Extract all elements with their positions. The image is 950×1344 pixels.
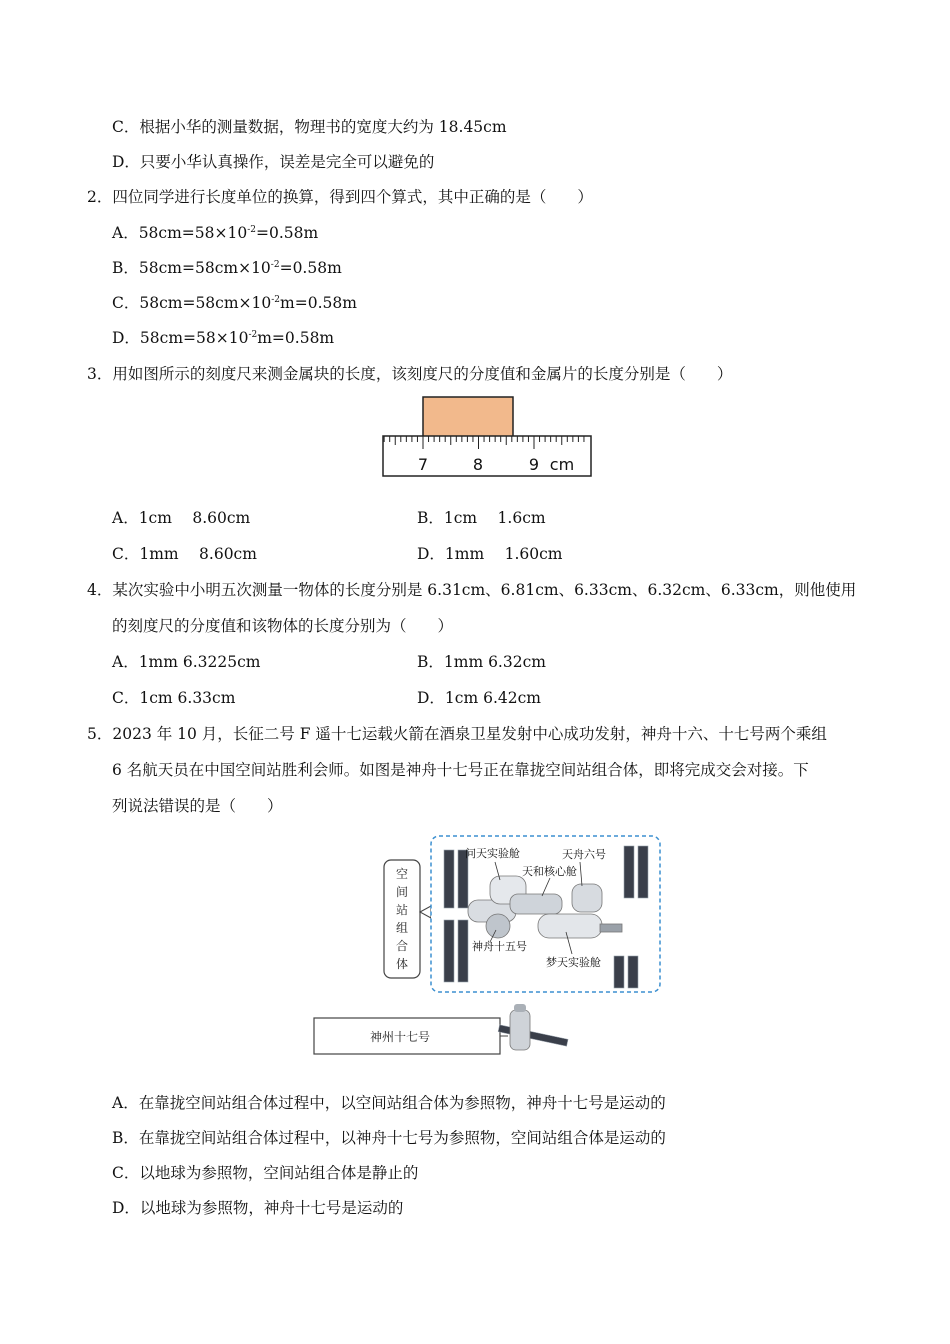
q2-option-b: B．$58cm=58cm\times 10^{-2}=0.58m$ xyxy=(112,259,342,277)
side-label-char: 合 xyxy=(395,939,409,953)
ruler-figure xyxy=(380,395,596,481)
q5-stem-line3: 列说法错误的是（ ） xyxy=(112,797,283,815)
q5-stem-line1: 5．2023 年 10 月，长征二号 F 遥十七运载火箭在酒泉卫星发射中心成功发射，神舟十六、十七号两个乘组 xyxy=(87,725,827,743)
side-label-char: 间 xyxy=(395,885,409,899)
q2-option-d: D．$58cm=58\times 10^{-2}m=0.58m$ xyxy=(112,329,335,347)
q5-option-d: D．以地球为参照物，神舟十七号是运动的 xyxy=(112,1199,404,1217)
space-station-figure xyxy=(310,832,670,1062)
q1-option-d: D．只要小华认真操作，误差是完全可以避免的 xyxy=(112,153,435,171)
q4-stem-line1: 4．某次实验中小明五次测量一物体的长度分别是 6.31cm、6.81cm、6.33cm、6.32cm、6.33cm，则他使用 xyxy=(87,581,857,599)
q1-option-c: C．根据小华的测量数据，物理书的宽度大约为 18.45cm xyxy=(112,118,507,136)
ruler-label-9: 9 xyxy=(528,455,540,474)
q3-option-c: C．1mm 8.60cm xyxy=(112,545,257,563)
q3-option-d: D．1mm 1.60cm xyxy=(417,545,563,563)
label-mengtian: 梦天实验舱 xyxy=(546,956,601,969)
side-label-char: 组 xyxy=(395,921,409,935)
ruler-label-7: 7 xyxy=(417,455,429,474)
label-wentian: 问天实验舱 xyxy=(465,847,520,860)
metal-block xyxy=(423,397,513,439)
q5-option-c: C．以地球为参照物，空间站组合体是静止的 xyxy=(112,1164,419,1182)
q4-option-c: C．1cm 6.33cm xyxy=(112,689,236,707)
q2-stem: 2．四位同学进行长度单位的换算，得到四个算式，其中正确的是（ ） xyxy=(87,188,593,206)
label-shenzhou17: 神州十七号 xyxy=(370,1030,431,1044)
q5-option-b: B．在靠拢空间站组合体过程中，以神舟十七号为参照物，空间站组合体是运动的 xyxy=(112,1129,666,1147)
q3-option-a: A．1cm 8.60cm xyxy=(112,509,251,527)
ruler-unit: cm xyxy=(549,455,575,474)
q5-option-a: A．在靠拢空间站组合体过程中，以空间站组合体为参照物，神舟十七号是运动的 xyxy=(112,1094,666,1112)
q2-option-c: C．$58cm=58cm\times 10^{-2}m=0.58m$ xyxy=(112,294,357,312)
side-label-char: 体 xyxy=(395,957,409,971)
q2-option-a: A．$58cm=58\times 10^{-2}=0.58m$ xyxy=(112,224,319,242)
label-shenzhou15: 神舟十五号 xyxy=(472,940,527,953)
q4-option-a: A．1mm 6.3225cm xyxy=(112,653,261,671)
ruler-label-8: 8 xyxy=(472,455,484,474)
shenzhou17-spacecraft xyxy=(498,1004,568,1050)
q3-stem: 3．用如图所示的刻度尺来测金属块的长度，该刻度尺的分度值和金属片的长度分别是（ ） xyxy=(87,365,733,383)
q4-stem-line2: 的刻度尺的分度值和该物体的长度分别为（ ） xyxy=(112,617,454,635)
q4-option-d: D．1cm 6.42cm xyxy=(417,689,541,707)
label-tianhe: 天和核心舱 xyxy=(522,865,577,878)
q3-option-b: B．1cm 1.6cm xyxy=(417,509,546,527)
q5-stem-line2: 6 名航天员在中国空间站胜利会师。如图是神舟十七号正在靠拢空间站组合体，即将完成交会对接。下 xyxy=(112,761,809,779)
q4-option-b: B．1mm 6.32cm xyxy=(417,653,546,671)
label-tianzhou6: 天舟六号 xyxy=(562,848,606,861)
side-label-char: 空 xyxy=(395,867,409,881)
side-label-char: 站 xyxy=(395,903,409,917)
